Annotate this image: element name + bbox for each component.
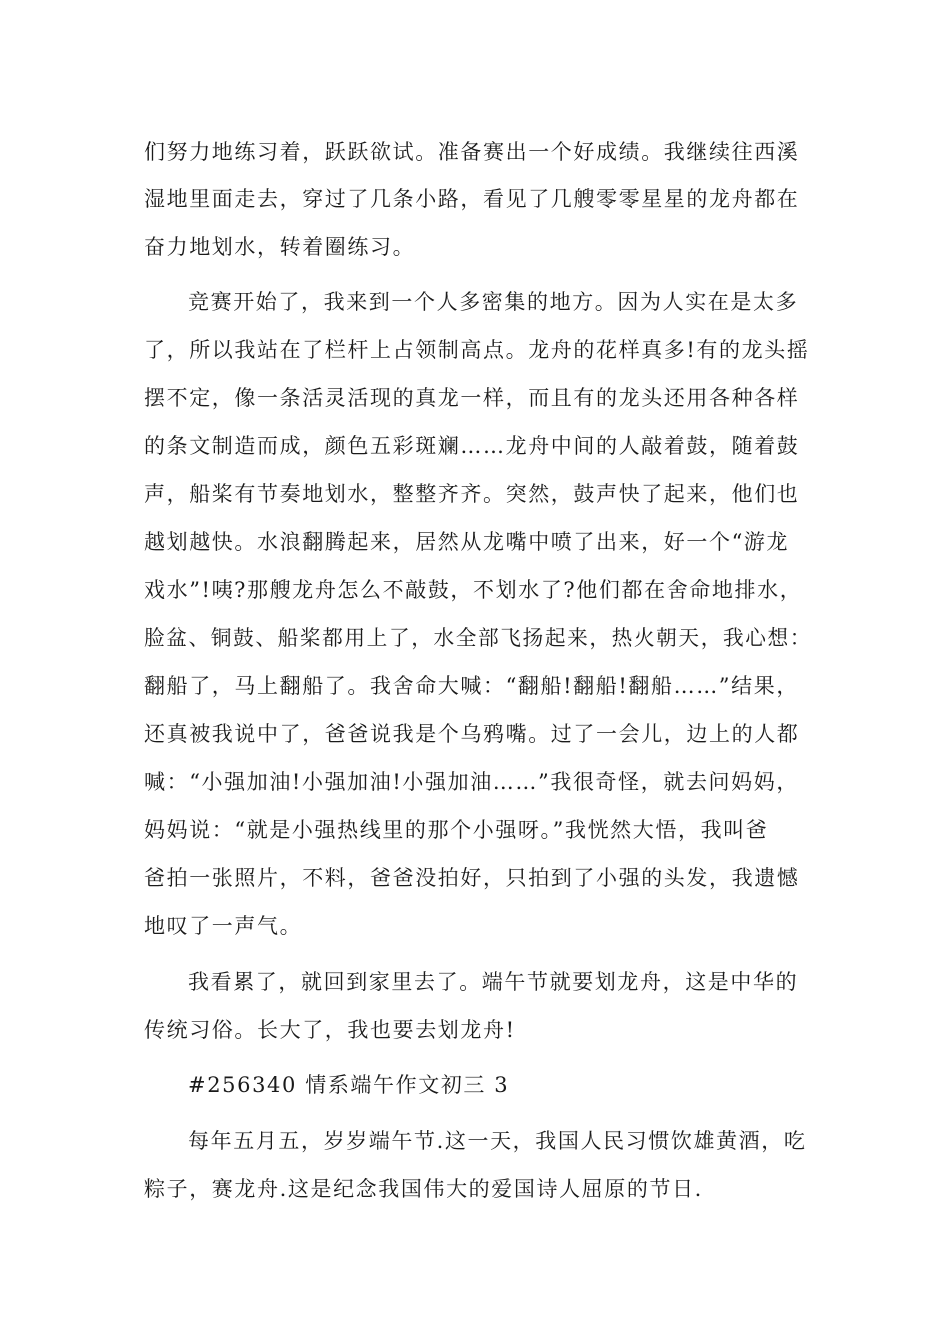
text-line: 妈妈说：“就是小强热线里的那个小强呀。”我恍然大悟，我叫爸 <box>144 818 769 842</box>
text-line: 们努力地练习着，跃跃欲试。准备赛出一个好成绩。我继续往西溪 <box>144 140 800 164</box>
paragraph-first-line: 我看累了，就回到家里去了。端午节就要划龙舟，这是中华的 <box>188 970 799 994</box>
paragraph-first-line: 每年五月五，岁岁端午节.这一天，我国人民习惯饮雄黄酒，吃 <box>188 1129 807 1153</box>
text-line: 越划越快。水浪翻腾起来，居然从龙嘴中喷了出来，好一个“游龙 <box>144 530 790 554</box>
text-line: 爸拍一张照片，不料，爸爸没拍好，只拍到了小强的头发，我遗憾 <box>144 866 800 890</box>
text-line: 声，船桨有节奏地划水，整整齐齐。突然，鼓声快了起来，他们也 <box>144 482 800 506</box>
text-line: 戏水”!咦?那艘龙舟怎么不敲鼓，不划水了?他们都在舍命地排水， <box>144 578 803 602</box>
text-line: 了，所以我站在了栏杆上占领制高点。龙舟的花样真多!有的龙头摇 <box>144 338 810 362</box>
text-line: 粽子，赛龙舟.这是纪念我国伟大的爱国诗人屈原的节日. <box>144 1177 703 1201</box>
text-line: 奋力地划水，转着圈练习。 <box>144 235 416 259</box>
section-heading: #256340 情系端午作文初三 3 <box>188 1073 510 1097</box>
text-line: 脸盆、铜鼓、船桨都用上了，水全部飞扬起来，热火朝天，我心想： <box>144 626 813 650</box>
text-line: 地叹了一声气。 <box>144 914 303 938</box>
text-line: 还真被我说中了，爸爸说我是个乌鸦嘴。过了一会儿，边上的人都 <box>144 722 800 746</box>
text-line: 喊：“小强加油!小强加油!小强加油……”我很奇怪，就去问妈妈， <box>144 770 799 794</box>
text-line: 翻船了，马上翻船了。我舍命大喊：“翻船!翻船!翻船……”结果， <box>144 674 799 698</box>
paragraph-first-line: 竞赛开始了，我来到一个人多密集的地方。因为人实在是太多 <box>188 290 799 314</box>
text-line: 摆不定，像一条活灵活现的真龙一样，而且有的龙头还用各种各样 <box>144 386 800 410</box>
text-line: 湿地里面走去，穿过了几条小路，看见了几艘零零星星的龙舟都在 <box>144 187 800 211</box>
text-line: 传统习俗。长大了，我也要去划龙舟! <box>144 1018 516 1042</box>
text-line: 的条文制造而成，颜色五彩斑斓……龙舟中间的人敲着鼓，随着鼓 <box>144 434 800 458</box>
